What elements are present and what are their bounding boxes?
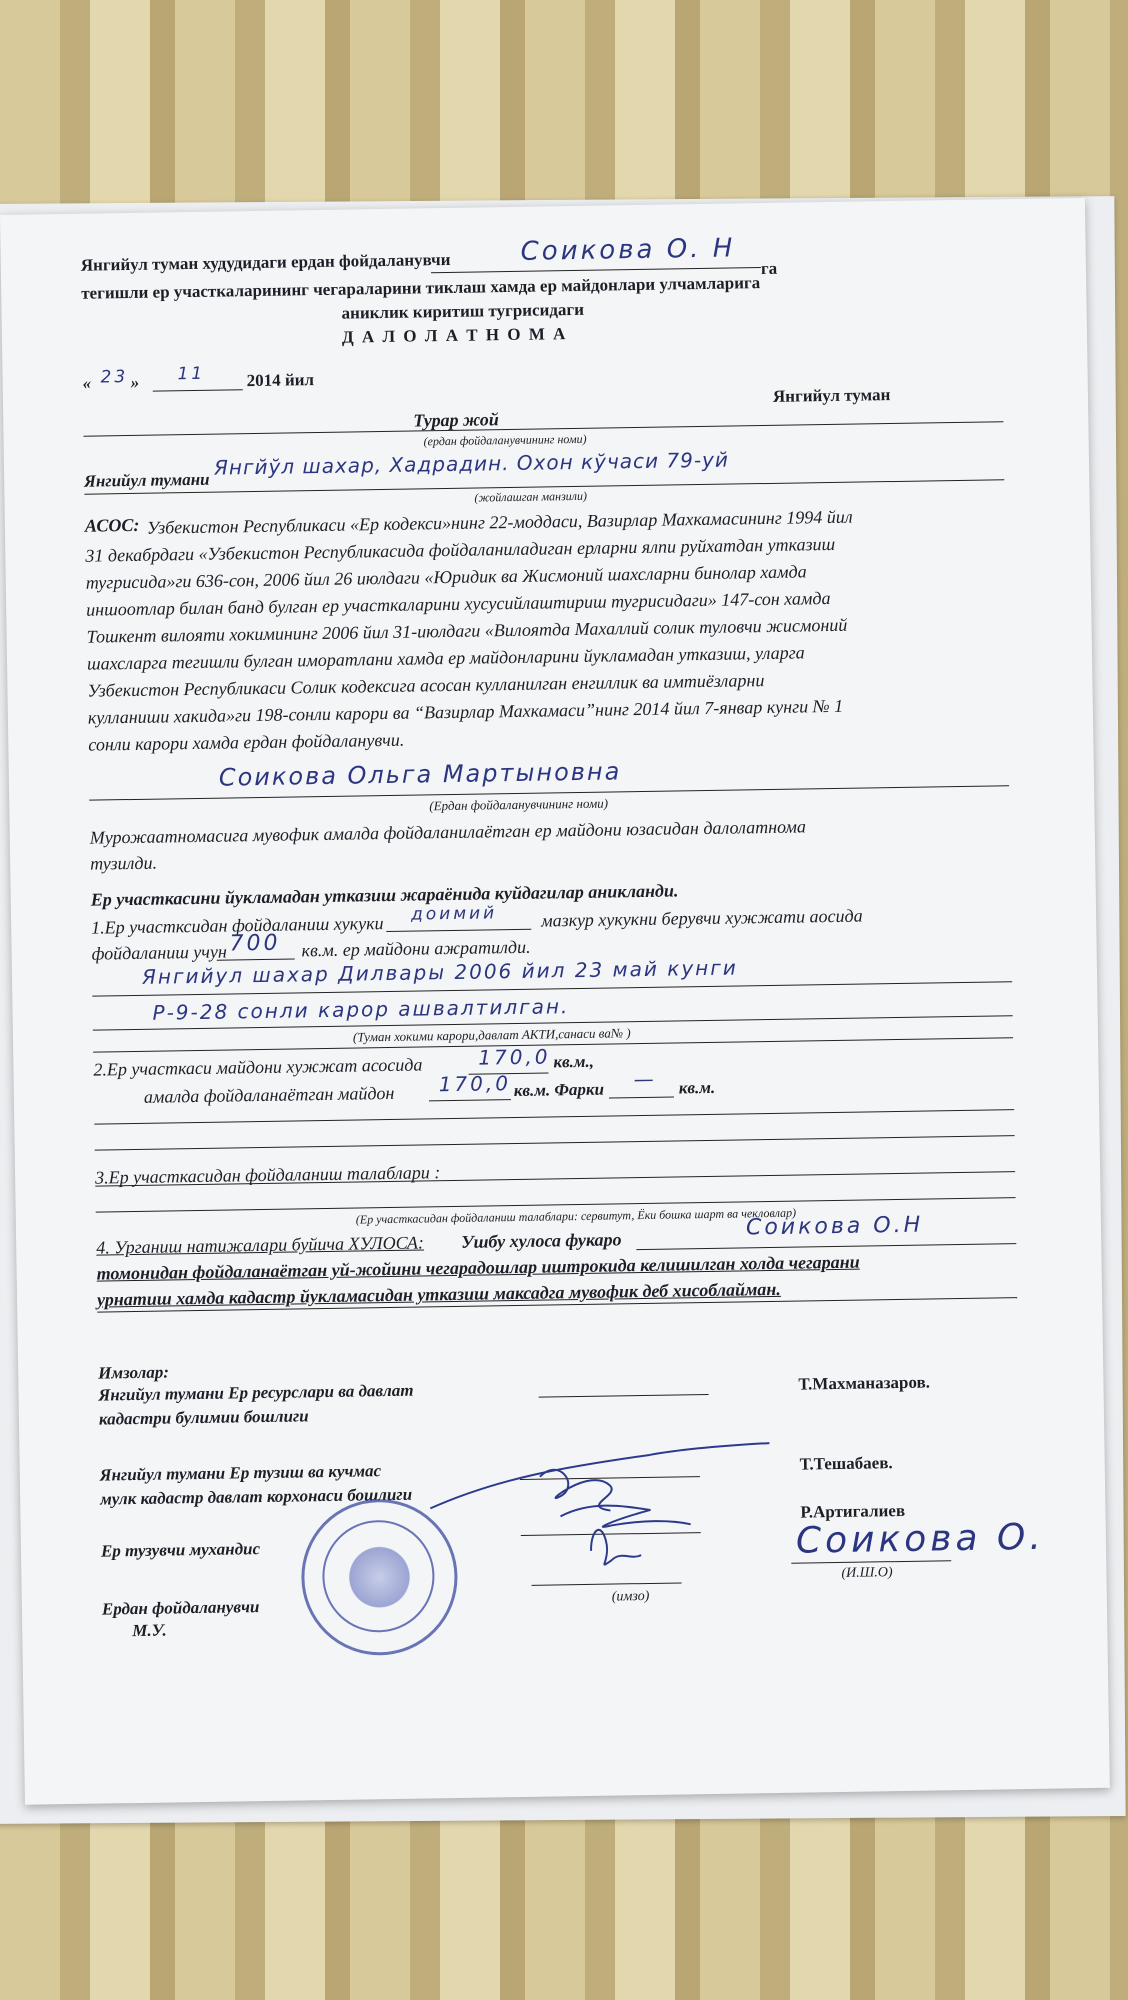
- item2-d: кв.м.: [678, 1077, 716, 1098]
- doc-title: Д А Л О Л А Т Н О М А: [341, 324, 568, 347]
- basis-line: Тошкент вилояти хокимининг 2006 йил 31-июлдаги «Вилоятда Махаллий солик туловчи жисмоний: [86, 614, 848, 647]
- applicant-text-1: Мурожаатномасига мувофик амалда фойдаланилаётган ер майдони юзасидан далолатнома: [89, 816, 807, 848]
- item2-actual: 170,0: [438, 1071, 512, 1097]
- sig-row2-l1: Янгийул тумани Ер тузиш ва кучмас: [99, 1461, 382, 1485]
- date-day: 23: [100, 367, 129, 388]
- item1-d: кв.м. ер майдони ажратилди.: [301, 936, 531, 961]
- item1-b: мазкур хукукни берувчи хужжати аосида: [540, 905, 863, 931]
- basis-text: [85, 501, 1009, 758]
- item3-caption: (Ер участкасидан фойдаланиш талаблари: сервитут, Ёки бошка шарт ва чекловлар): [355, 1205, 797, 1227]
- address-caption: (жойлашган манзили): [474, 488, 588, 505]
- signatures-heading: Имзолар:: [98, 1362, 170, 1383]
- item2-diff: —: [633, 1066, 657, 1092]
- item4-line2: томонидан фойдаланаётган уй-жойини чегарадошлар иштрокида келишилган холда чегарани: [96, 1251, 860, 1284]
- basis-label: АСОС:: [84, 514, 140, 536]
- basis-line: 31 декабрдаги «Узбекистон Республикасида фойдаланиладиган ерларни ялпи руйхатдан утказиш: [85, 533, 836, 566]
- item1-area: 700: [229, 930, 281, 957]
- item2-c: кв.м. Фарки: [513, 1079, 605, 1101]
- sig-row3-name: Р.Артигалиев: [800, 1500, 906, 1522]
- header-line2: тегишли ер участкаларининг чегараларини тиклаш хамда ер майдонлари улчамларига: [81, 273, 761, 303]
- owner-name: Турар жой: [413, 409, 499, 431]
- date-close: »: [130, 372, 140, 392]
- decision-line1: Янгийул шахар Дилвары 2006 йил 23 май кунги: [141, 955, 738, 989]
- date-open: «: [82, 373, 92, 393]
- header-suffix: га: [760, 258, 778, 279]
- item4-b: Ушбу хулоса фукаро: [461, 1229, 622, 1252]
- basis-line: сонли карори хамда ердан фойдаланувчи.: [88, 729, 405, 755]
- sig-row3-l1: Ер тузувчи мухандис: [100, 1539, 261, 1561]
- basis-line: кулланиши хакида»ги 198-сонли карори ва “Вазирлар Махкамаси”нинг 2014 йил 7-январ кунги № 1: [87, 695, 844, 728]
- sig-row4-l1: Ердан фойдаланувчи: [101, 1597, 260, 1619]
- sig-row2-name: Т.Тешабаев.: [799, 1453, 893, 1474]
- findings-heading: Ер участкасини йукламадан утказиш жараёнида куйдагилар аникланди.: [90, 880, 679, 910]
- item2-doc: 170,0: [478, 1044, 551, 1070]
- basis-line: Узбекистон Республикаси «Ер кодекси»нинг 22-моддаси, Вазирлар Махкамасининг 1994 йил: [146, 506, 853, 538]
- applicant-name-handwritten: Соикова Ольга Мартыновна: [218, 757, 622, 792]
- sign-caption: (имзо): [611, 1588, 650, 1605]
- document-sheet: [0, 198, 1110, 1805]
- decision-caption: (Туман хокими карори,давлат АКТИ,санаси ва№ ): [352, 1025, 631, 1045]
- address-label: Янгийул тумани: [84, 469, 210, 491]
- date-month: 11: [177, 363, 206, 385]
- sig-row4-l2: М.У.: [132, 1620, 167, 1641]
- basis-line: тугрисида»ги 636-сон, 2006 йил 26 июлдаги «Юридик ва Жисмоний шахсларни бинолар хамда: [85, 561, 807, 593]
- sig-row1-name: Т.Махманазаров.: [798, 1372, 931, 1394]
- header-line1: Янгийул туман худудидаги ердан фойдаланувчи: [80, 249, 451, 275]
- name-caption: (И.Ш.О): [841, 1565, 893, 1581]
- basis-line: Узбекистон Республикаси Солик кодексига асосан кулланилган енгиллик ва имтиёзларни: [87, 670, 765, 701]
- basis-line: иншоотлар билан банд булган ер участкаларини хусусийлаштириш тугрисидаги» 147-сон хамда: [86, 588, 831, 620]
- item2-a: 2.Ер участкаси майдони хужжат асосида: [93, 1054, 423, 1080]
- date-year: 2014 йил: [246, 370, 315, 391]
- item4-name: Соикова О.Н: [745, 1212, 924, 1241]
- owner-signature: Соикова О.: [795, 1516, 1046, 1562]
- item1-a: 1.Ер участксидан фойдаланиш хукуки: [91, 913, 384, 938]
- header-line3: аниклик киритиш тугрисидаги: [341, 299, 585, 323]
- date-place: Янгийул туман: [772, 385, 891, 406]
- basis-line: шахсларга тегишли булган иморатлани хамда ер майдонларини йукламадан утказиш, уларга: [86, 642, 805, 674]
- owner-name-caption: (ердан фойдаланувчининг номи): [423, 431, 587, 449]
- handwritten-signatures: [419, 1433, 781, 1599]
- item1-right: доимий: [410, 903, 498, 925]
- item1-c: фойдаланиш учун: [91, 941, 227, 964]
- applicant-caption: (Ердан фойдаланувчининг номи): [429, 795, 609, 814]
- sig-row1-l1: Янгийул тумани Ер ресурслари ва давлат: [98, 1380, 414, 1405]
- item4-line3: урнатиш хамда кадастр йукламасидан утказиш максадга мувофик деб хисоблайман.: [96, 1278, 781, 1310]
- header-user-handwritten: Соикова О. Н: [520, 233, 736, 267]
- sig-row1-l2: кадастри булимии бошлиги: [98, 1406, 309, 1429]
- applicant-text-2: тузилди.: [90, 852, 158, 874]
- item4-a: 4. Урганиш натижалари буйича ХУЛОСА:: [96, 1232, 425, 1258]
- address-value: Янгйўл шахар, Хадрадин. Охон кўчаси 79-уй: [213, 447, 730, 480]
- decision-line2: Р-9-28 сонли карор ашвалтилган.: [152, 994, 570, 1025]
- item3: 3.Ер участкасидан фойдаланиш талаблари :: [94, 1162, 441, 1188]
- item2-b: амалда фойдаланаётган майдон: [143, 1082, 395, 1107]
- item2-unit: кв.м.,: [553, 1051, 595, 1072]
- sig-row2-l2: мулк кадастр давлат корхонаси бошлиги: [100, 1484, 413, 1509]
